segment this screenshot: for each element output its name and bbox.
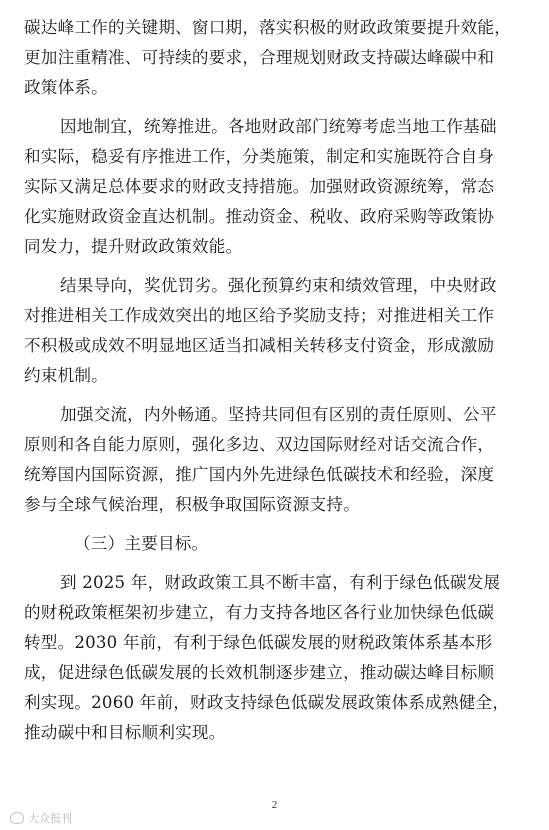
text-line: 利实现。2060 年前，财政支持绿色低碳发展政策体系成熟健全， [24,693,510,712]
text-line: 实际又满足总体要求的财政支持措施。加强财政资源统筹，常态 [24,177,495,196]
text-line: 约束机制。 [24,366,108,385]
watermark [10,810,72,826]
document-body [24,13,512,748]
text-line: 的财税政策框架初步建立，有力支持各地区各行业加快绿色低碳 [24,603,495,622]
text-line: 和实际，稳妥有序推进工作，分类施策，制定和实施既符合自身 [24,147,495,166]
text-line: 同发力，提升财政政策效能。 [24,237,243,256]
paragraph [24,13,512,103]
watermark-text: 大众报刊 [28,812,72,825]
text-line: 政策体系。 [24,78,108,97]
text-line: 参与全球气候治理，积极争取国际资源支持。 [24,495,360,514]
watermark-logo-icon [10,812,24,824]
text-line: 不积极或成效不明显地区适当扣减相关转移支付资金，形成激励 [24,336,495,355]
text-line: 原则和各自能力原则，强化多边、双边国际财经对话交流合作， [24,435,495,454]
text-line: 因地制宜，统筹推进。各地财政部门统筹考虑当地工作基础 [60,117,497,136]
text-line: 加强交流，内外畅通。坚持共同但有区别的责任原则、公平 [60,405,497,424]
section-heading: （三）主要目标。 [74,534,209,553]
text-line: 化实施财政资金直达机制。推动资金、税收、政府采购等政策协 [24,207,495,226]
paragraph [24,271,504,391]
text-line: 更加注重精准、可持续的要求，合理规划财政支持碳达峰碳中和 [24,48,495,67]
text-line: 推动碳中和目标顺利实现。 [24,723,226,742]
text-line: 碳达峰工作的关键期、窗口期，落实积极的财政政策要提升效能， [24,18,512,37]
paragraph [24,568,510,748]
text-line: 转型。2030 年前，有利于绿色低碳发展的财税政策体系基本形 [24,633,493,652]
paragraph [24,400,504,520]
text-line: 对推进相关工作成效突出的地区给予奖励支持；对推进相关工作 [24,306,495,325]
page-number: 2 [271,799,278,811]
text-line: 成，促进绿色低碳发展的长效机制逐步建立，推动碳达峰目标顺 [24,663,495,682]
text-line: 到 2025 年，财政政策工具不断丰富，有利于绿色低碳发展 [60,573,501,592]
paragraph [24,112,504,262]
text-line: 统筹国内国际资源，推广国内外先进绿色低碳技术和经验，深度 [24,465,495,484]
text-line: 结果导向，奖优罚劣。强化预算约束和绩效管理，中央财政 [60,276,497,295]
